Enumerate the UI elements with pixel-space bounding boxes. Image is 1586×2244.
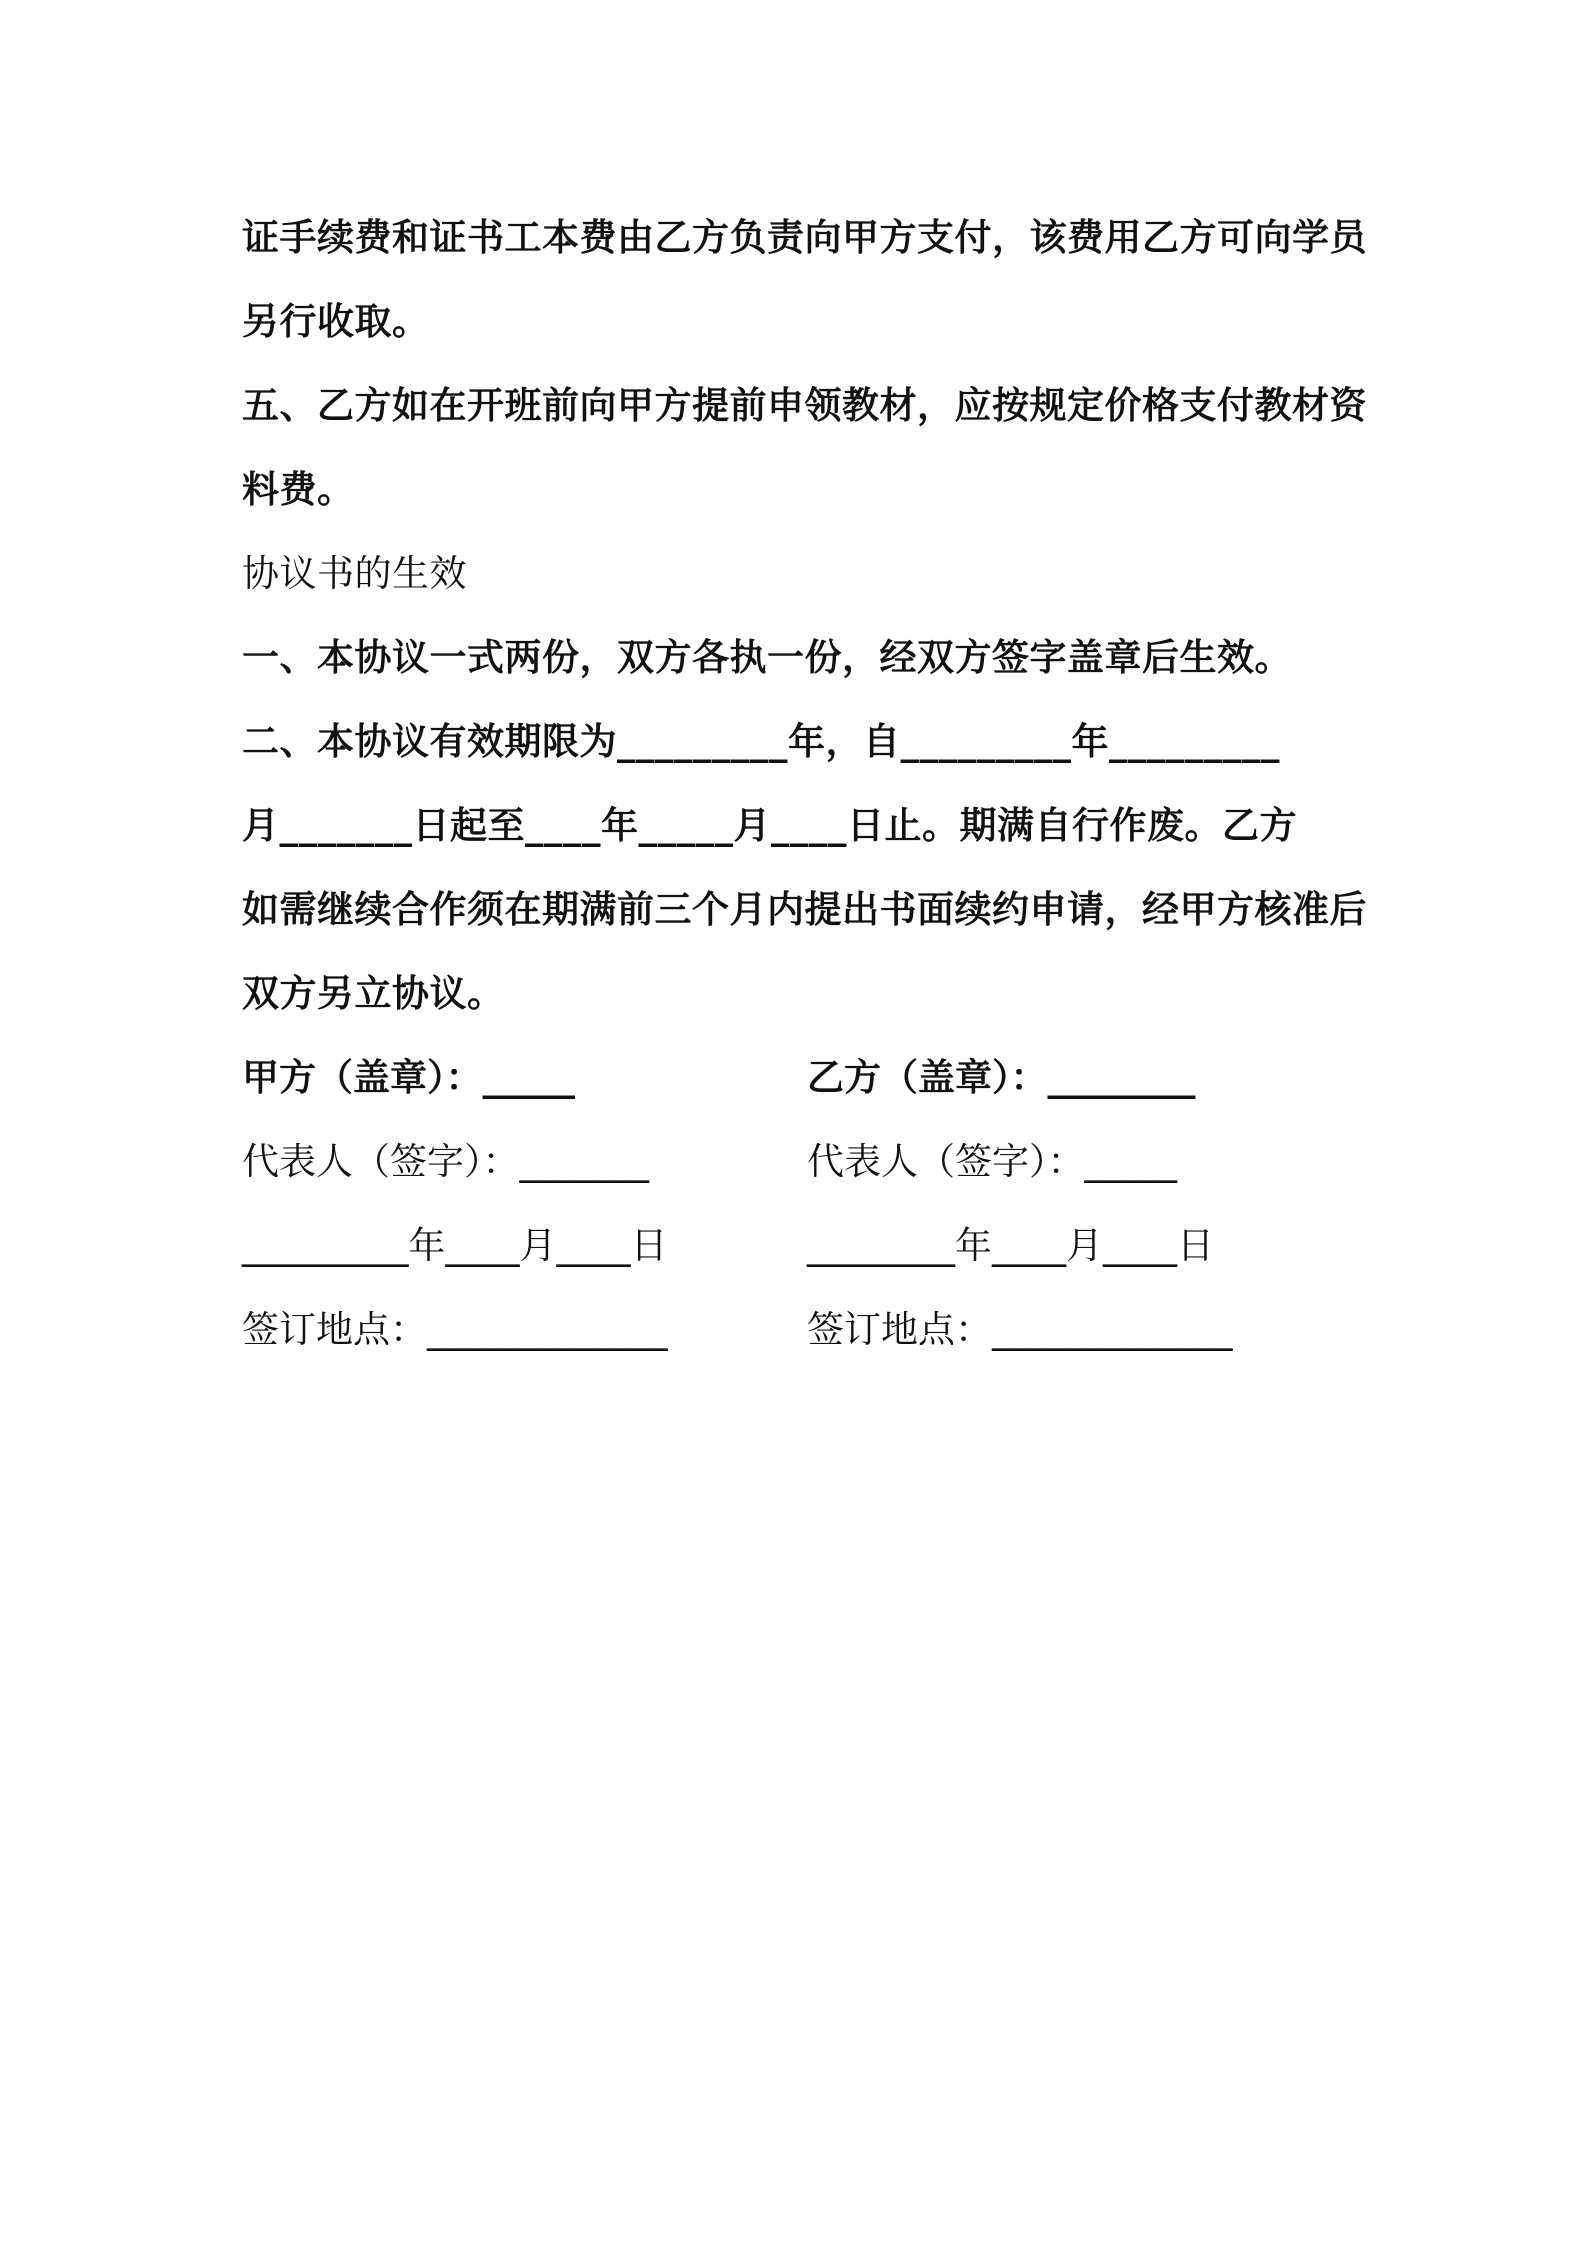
- signature-date-row: [242, 1204, 1362, 1288]
- section-heading: 协议书的生效: [242, 552, 467, 595]
- paragraph-line: 五、乙方如在开班前向甲方提前申领教材，应按规定价格支付教材资: [242, 384, 1367, 427]
- signature-seal-row: [242, 1036, 1362, 1120]
- party-a-representative: 代表人（签字）：_______: [242, 1140, 649, 1183]
- paragraph-line: 一、本协议一式两份，双方各执一份，经双方签字盖章后生效。: [242, 636, 1292, 679]
- paragraph-line: 料费。: [242, 468, 355, 511]
- paragraph-line: 二、本协议有效期限为_________年，自_________年_________: [242, 720, 1280, 763]
- party-a-date: _________年____月____日: [242, 1224, 668, 1267]
- party-a-place: 签订地点：_____________: [242, 1308, 668, 1351]
- signature-rep-row: [242, 1120, 1362, 1204]
- paragraph-line: 双方另立协议。: [242, 972, 505, 1015]
- party-b-place: 签订地点：_____________: [807, 1308, 1233, 1351]
- party-b-representative: 代表人（签字）：_____: [807, 1140, 1177, 1183]
- party-a-seal: 甲方（盖章）：_____: [242, 1056, 575, 1099]
- paragraph-line: 另行收取。: [242, 300, 430, 343]
- party-b-date: ________年____月____日: [807, 1224, 1214, 1267]
- party-b-seal: 乙方（盖章）：________: [807, 1056, 1196, 1099]
- signature-place-row: [242, 1288, 1362, 1372]
- paragraph-line: 如需继续合作须在期满前三个月内提出书面续约申请，经甲方核准后: [242, 888, 1367, 931]
- paragraph-line: 月_______日起至____年_____月____日止。期满自行作废。乙方: [242, 804, 1297, 847]
- paragraph-line: 证手续费和证书工本费由乙方负责向甲方支付，该费用乙方可向学员: [242, 216, 1367, 259]
- document-body: [242, 196, 1367, 1372]
